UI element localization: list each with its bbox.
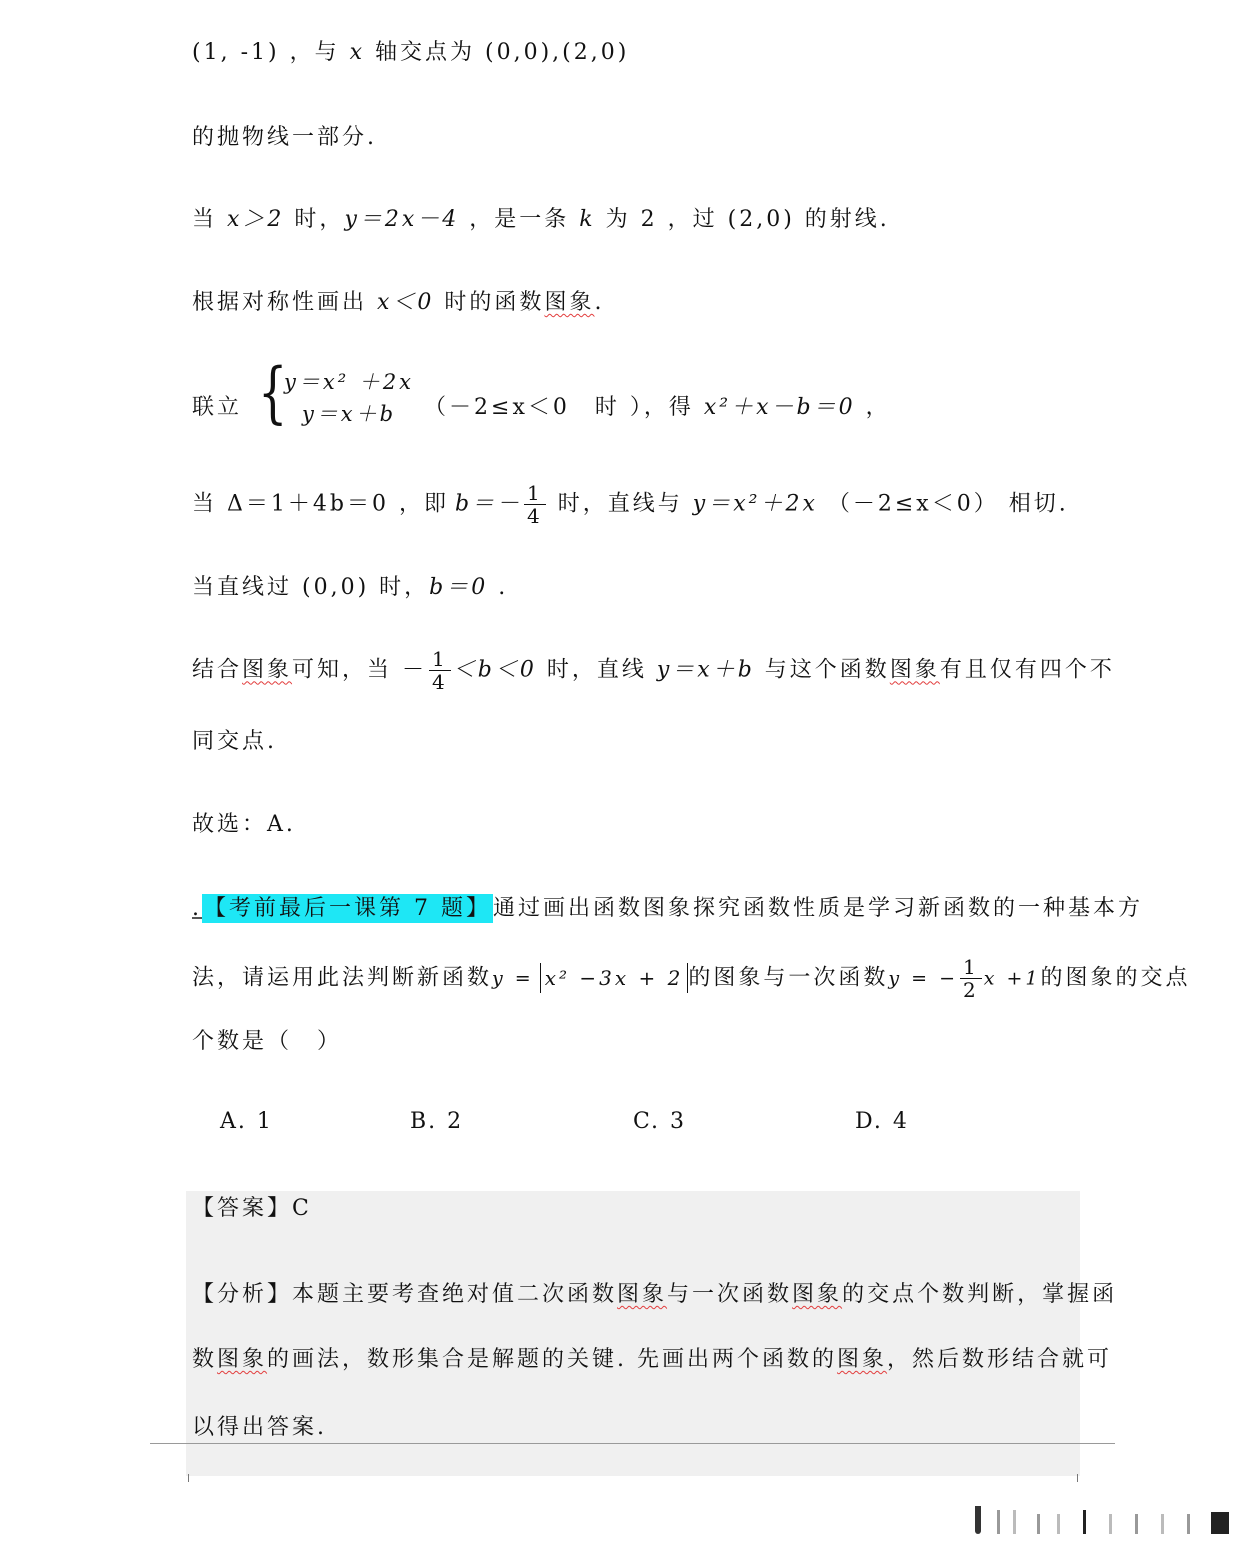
- spell-flagged-word[interactable]: 图象: [242, 657, 293, 683]
- text-span: ，然后数形结合就可: [887, 1347, 1113, 1372]
- fraction-numerator: 1: [429, 648, 451, 671]
- math-expression: x＜0: [377, 290, 435, 315]
- text-span: 【分析】本题主要考查绝对值二次函数: [192, 1282, 618, 1307]
- option-d[interactable]: [855, 1109, 909, 1134]
- text-span: 时，直线: [546, 657, 647, 683]
- page-footer-rule: [150, 1443, 1115, 1444]
- analysis-line-3: 以得出答案.: [192, 1415, 327, 1440]
- option-value: 2: [447, 1109, 464, 1134]
- absolute-value-expression: x² −3x + 2: [540, 963, 689, 993]
- text-span: 数: [192, 1347, 218, 1372]
- text-span: （－2≤x＜0 时 ），得: [424, 395, 694, 420]
- text-span: 的画法，数形集合是解题的关键. 先画出两个函数的: [267, 1347, 838, 1372]
- spell-flagged-word[interactable]: 图象: [217, 1347, 268, 1372]
- text-span: 当直线过 (0,0) 时，: [192, 575, 430, 600]
- text-span: 当: [192, 207, 218, 232]
- text-line: 的抛物线一部分.: [192, 125, 377, 150]
- option-value: 3: [670, 1109, 687, 1134]
- text-span: (1, -1) ，与: [192, 40, 340, 65]
- math-var: k: [579, 207, 596, 232]
- option-value: 4: [892, 1109, 909, 1134]
- option-label: D.: [855, 1109, 883, 1134]
- text-span: 与一次函数: [667, 1282, 793, 1307]
- scrollbar-artifact[interactable]: [975, 1500, 1233, 1534]
- math-expression: x +1: [983, 967, 1041, 990]
- math-expression: y =: [492, 967, 534, 990]
- text-line: [192, 354, 891, 436]
- option-label: A.: [220, 1109, 247, 1134]
- text-line: [192, 205, 890, 235]
- math-expression: y = −: [888, 967, 959, 990]
- margin-tick: [1077, 1474, 1078, 1482]
- text-span: 法，请运用此法判断新函数: [192, 965, 493, 991]
- text-span: 为 2 ，过 (2,0) 的射线.: [605, 207, 890, 232]
- text-line: 故选：A.: [192, 812, 296, 837]
- text-span: 根据对称性画出: [192, 290, 368, 315]
- option-label: C.: [633, 1109, 661, 1134]
- math-var: x: [349, 40, 365, 65]
- analysis-line-1: [192, 1280, 1117, 1310]
- spell-flagged-word[interactable]: 图象: [837, 1347, 888, 1372]
- text-span: 通过画出函数图象探究函数性质是学习新函数的一种基本方: [492, 896, 1143, 921]
- text-span: 时，直线与: [557, 491, 683, 517]
- math-expression: x＞2: [227, 207, 285, 232]
- brace-icon: {: [258, 354, 290, 431]
- option-a[interactable]: [220, 1109, 273, 1134]
- question-line-1: [192, 894, 1143, 924]
- option-c[interactable]: [633, 1109, 686, 1134]
- option-value: 1: [256, 1109, 273, 1134]
- math-expression: y＝x＋b: [656, 657, 755, 683]
- system-equation-1: y＝x² ＋2x: [284, 370, 415, 394]
- spell-flagged-word[interactable]: 图象: [617, 1282, 668, 1307]
- fraction: [429, 648, 451, 693]
- fraction: [960, 956, 982, 1001]
- text-line: [192, 38, 629, 68]
- text-span: 的交点个数判断，掌握函: [842, 1282, 1118, 1307]
- text-line: [192, 648, 1115, 693]
- fraction-numerator: 1: [524, 482, 546, 505]
- text-span: .: [594, 290, 605, 315]
- math-expression: b＝0: [429, 575, 489, 600]
- text-span: 时的函数: [444, 290, 545, 315]
- spell-flagged-word[interactable]: 图象: [889, 657, 940, 683]
- text-span: 时，: [294, 207, 345, 232]
- text-span: 联立: [192, 395, 243, 420]
- fraction-numerator: 1: [960, 956, 982, 979]
- text-span: ，: [865, 395, 891, 420]
- text-span: 与这个函数: [764, 657, 890, 683]
- text-line: [192, 288, 604, 318]
- fraction-denominator: 4: [527, 504, 543, 528]
- text-span: ，是一条: [469, 207, 570, 232]
- fraction-denominator: 2: [963, 978, 979, 1002]
- math-expression: b＝－: [454, 491, 523, 517]
- text-span: 有且仅有四个不: [939, 657, 1115, 683]
- fraction-denominator: 4: [432, 670, 448, 694]
- analysis-line-2: [192, 1345, 1112, 1375]
- text-line: [192, 573, 508, 603]
- text-span: （－2≤x＜0） 相切.: [827, 491, 1069, 517]
- math-expression: y＝x²＋2x: [692, 491, 818, 517]
- text-span: 轴交点为 (0,0),(2,0): [375, 40, 630, 65]
- question-line-3: 个数是（ ）: [192, 1029, 343, 1054]
- math-expression: x²＋x－b＝0: [703, 395, 856, 420]
- text-line: [192, 482, 1069, 527]
- text-span: .: [192, 896, 202, 921]
- question-tag[interactable]: 【考前最后一课第 7 题】: [204, 896, 491, 921]
- option-b[interactable]: [410, 1109, 463, 1134]
- text-span: 当 Δ＝1＋4b＝0 ，即: [192, 491, 449, 517]
- question-line-2: [192, 956, 1191, 1001]
- margin-tick: [188, 1474, 189, 1482]
- text-line: 同交点.: [192, 729, 277, 754]
- text-span: 的图象的交点: [1040, 965, 1191, 991]
- text-span: 的图象与一次函数: [688, 965, 889, 991]
- math-expression: ＜b＜0: [452, 657, 537, 683]
- text-span: .: [498, 575, 509, 600]
- spell-flagged-word[interactable]: 图象: [792, 1282, 843, 1307]
- answer-line: 【答案】C: [192, 1196, 312, 1221]
- system-equation-2: y＝x＋b: [301, 402, 397, 426]
- option-label: B.: [410, 1109, 438, 1134]
- text-span: 结合: [192, 657, 243, 683]
- equation-system: [258, 354, 415, 450]
- text-span: 可知，当 －: [292, 657, 428, 683]
- math-expression: y＝2x－4: [344, 207, 460, 232]
- spell-flagged-word[interactable]: 图象: [544, 290, 595, 315]
- fraction: [524, 482, 546, 527]
